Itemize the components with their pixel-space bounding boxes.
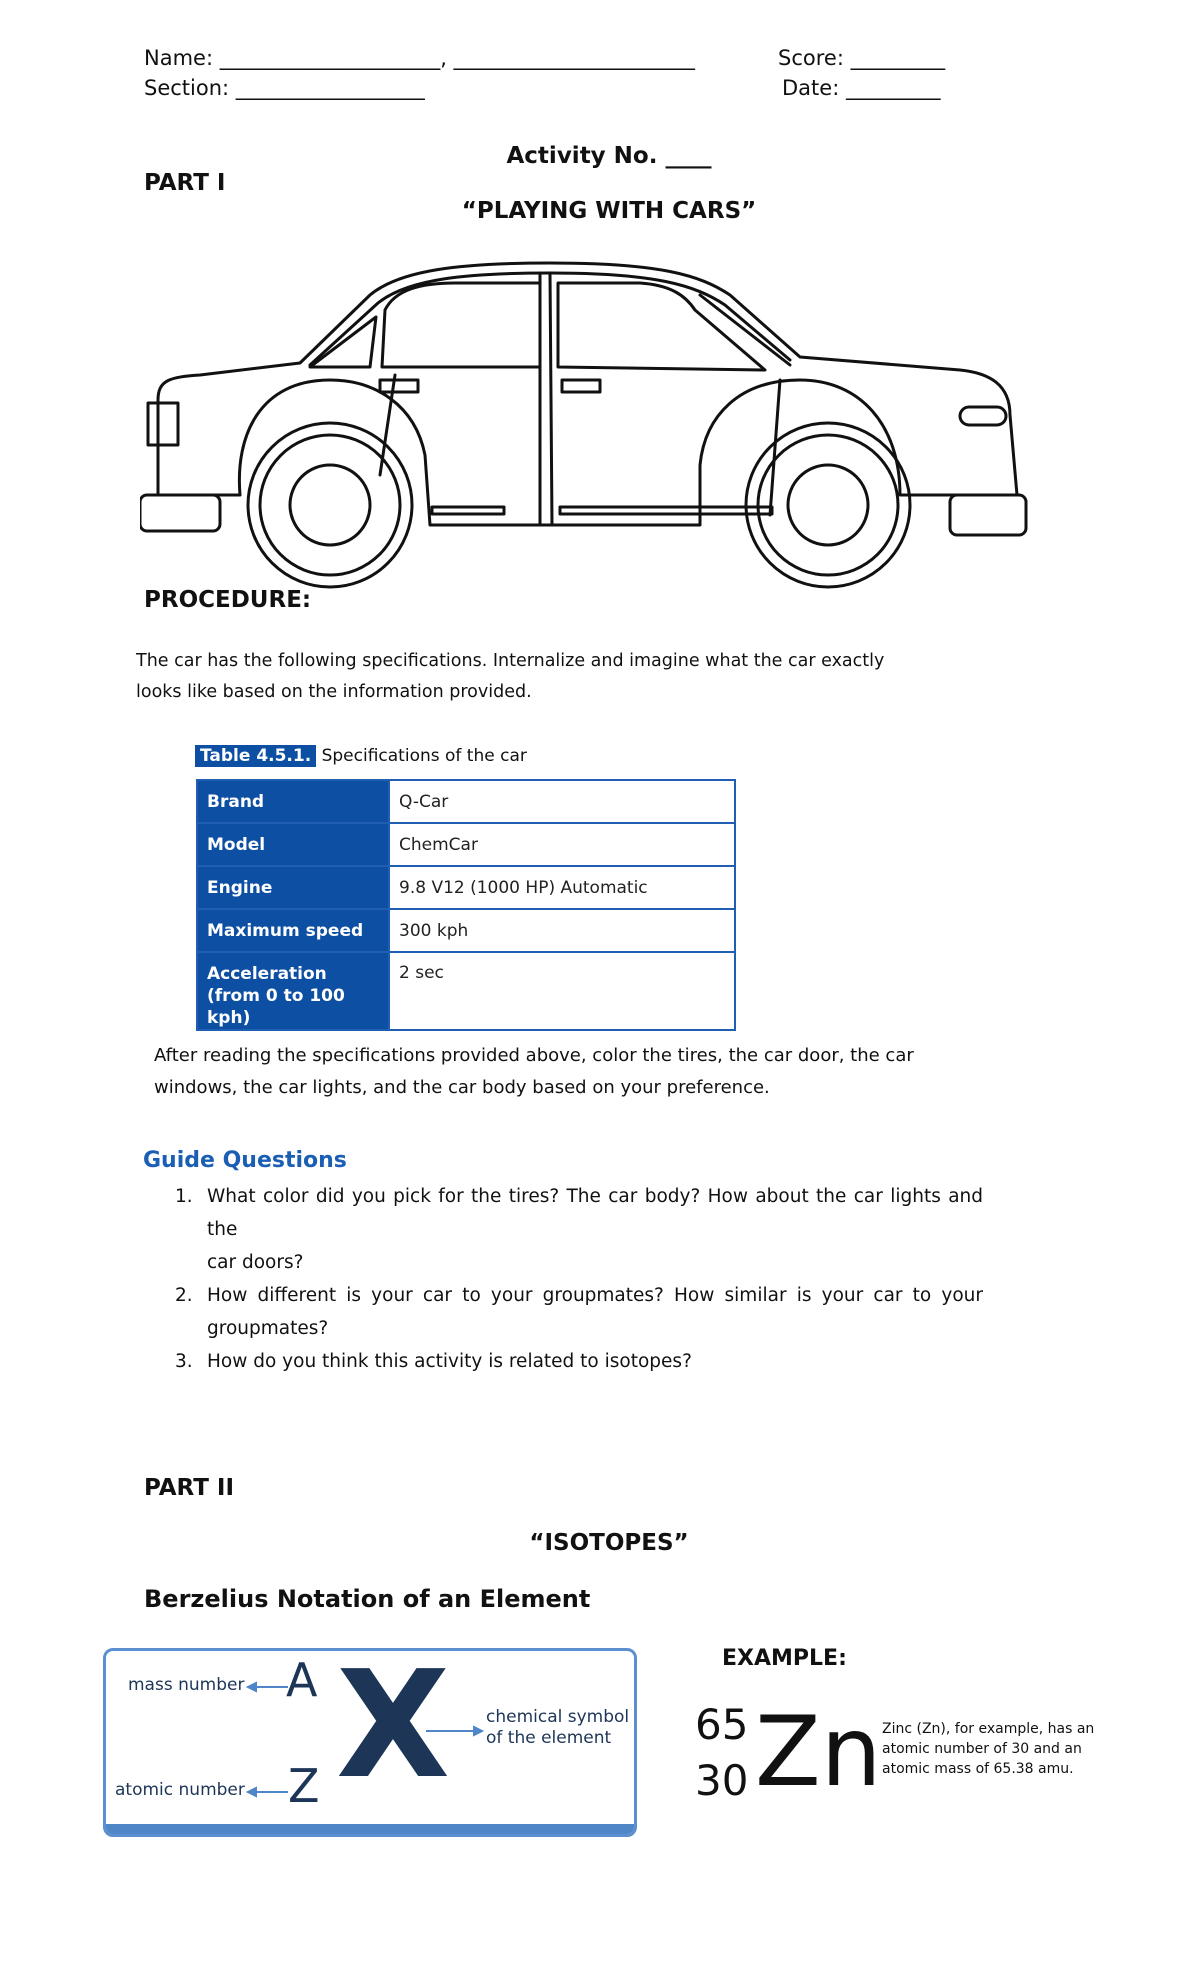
spec-key: Model <box>197 823 389 866</box>
intro-paragraph <box>136 646 884 708</box>
atomic-number-label: atomic number <box>115 1780 245 1800</box>
part2-title: “ISOTOPES” <box>529 1530 689 1556</box>
spec-value: ChemCar <box>389 823 735 866</box>
activity-title: Activity No. ____ <box>506 143 712 169</box>
guide-questions-title: Guide Questions <box>143 1148 347 1173</box>
intro-line: The car has the following specifications. Internalize and imagine what the car exactly <box>136 651 885 671</box>
table-row <box>197 780 735 823</box>
mass-symbol-A: A <box>286 1653 318 1707</box>
spec-value: Q-Car <box>389 780 735 823</box>
question-line: What color did you pick for the tires? The car body? How about the car lights and the <box>207 1186 983 1240</box>
example-description <box>882 1719 1094 1779</box>
name-line: Name: _____________________, _______________________ <box>144 46 696 70</box>
table-caption-label: Table 4.5.1. <box>195 745 316 767</box>
after-paragraph <box>154 1040 914 1104</box>
procedure-label: PROCEDURE: <box>144 587 312 613</box>
notation-box-bar <box>106 1824 634 1834</box>
spec-value: 9.8 V12 (1000 HP) Automatic <box>389 866 735 909</box>
example-symbol: Zn <box>755 1696 882 1808</box>
question-number: 3. <box>175 1351 193 1372</box>
table-caption-text: Specifications of the car <box>321 746 527 766</box>
part1-label: PART I <box>144 170 226 196</box>
list-item <box>143 1180 983 1279</box>
example-description-line: atomic mass of 65.38 amu. <box>882 1761 1074 1777</box>
question-line: How do you think this activity is related to isotopes? <box>207 1351 692 1372</box>
example-label: EXAMPLE: <box>722 1646 847 1671</box>
car-illustration <box>140 255 1040 600</box>
spec-key: Acceleration (from 0 to 100 kph) <box>197 952 389 1030</box>
example-mass: 65 <box>695 1700 749 1749</box>
mass-number-label: mass number <box>128 1675 245 1695</box>
spec-value: 2 sec <box>389 952 735 1030</box>
table-row <box>197 866 735 909</box>
spec-key: Brand <box>197 780 389 823</box>
example-description-line: Zinc (Zn), for example, has an <box>882 1721 1095 1737</box>
example-description-line: atomic number of 30 and an <box>882 1741 1082 1757</box>
guide-questions-list <box>143 1180 983 1378</box>
table-row <box>197 909 735 952</box>
question-line: car doors? <box>207 1252 304 1273</box>
chemical-symbol-label-line: chemical symbol <box>486 1707 630 1727</box>
table-row <box>197 823 735 866</box>
after-line: windows, the car lights, and the car body based on your preference. <box>154 1077 770 1098</box>
intro-line: looks like based on the information provided. <box>136 682 532 702</box>
date-line: Date: _________ <box>782 76 941 100</box>
list-item <box>143 1345 983 1378</box>
table-row <box>197 952 735 1030</box>
spec-key: Maximum speed <box>197 909 389 952</box>
chemical-symbol-label <box>486 1707 629 1749</box>
after-line: After reading the specifications provided above, color the tires, the car door, the car <box>154 1045 914 1066</box>
notation-box <box>103 1648 637 1837</box>
question-number: 2. <box>175 1285 193 1306</box>
part1-title: “PLAYING WITH CARS” <box>461 198 757 224</box>
example-atomic: 30 <box>695 1756 749 1805</box>
score-line: Score: _________ <box>778 46 946 70</box>
list-item <box>143 1279 983 1345</box>
part2-subtitle: Berzelius Notation of an Element <box>144 1585 591 1613</box>
question-line: How different is your car to your groupmates? How similar is your car to your <box>207 1285 983 1306</box>
element-symbol-X: X <box>336 1648 451 1811</box>
atomic-symbol-Z: Z <box>288 1759 320 1813</box>
spec-key: Engine <box>197 866 389 909</box>
spec-table <box>196 779 736 1031</box>
chemical-symbol-label-line: of the element <box>486 1728 612 1748</box>
right-arrow <box>422 1721 487 1741</box>
spec-value: 300 kph <box>389 909 735 952</box>
section-line: Section: __________________ <box>144 76 425 100</box>
part2-label: PART II <box>144 1475 235 1501</box>
question-number: 1. <box>175 1186 193 1207</box>
question-line: groupmates? <box>207 1318 329 1339</box>
table-caption <box>195 746 527 766</box>
